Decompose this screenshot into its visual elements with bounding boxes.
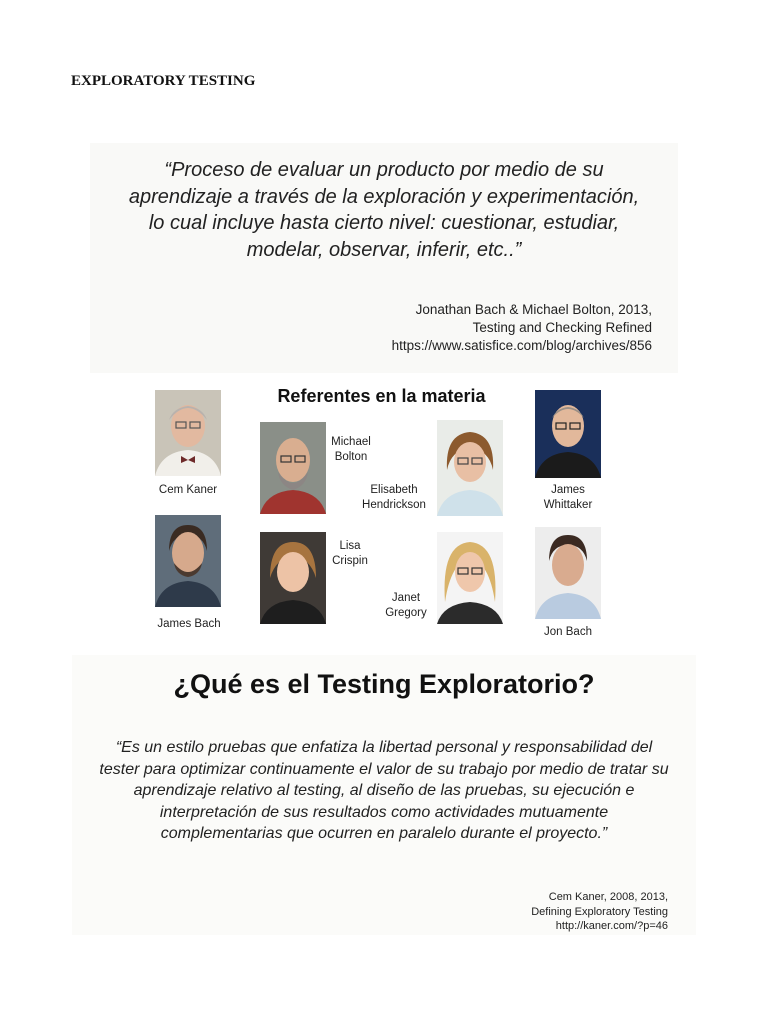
portrait-james-whittaker (535, 390, 601, 478)
portrait-cem-kaner (155, 390, 221, 476)
portrait-lisa-crispin (260, 532, 326, 624)
citation-line: http://kaner.com/?p=46 (555, 920, 668, 932)
quote-image-exploration-definition (90, 143, 678, 373)
name-james-whittaker (529, 483, 607, 513)
name-line: Bolton (334, 451, 368, 463)
name-line: Whittaker (543, 499, 593, 511)
portrait-james-bach (155, 515, 221, 607)
name-jon-bach: Jon Bach (544, 626, 592, 638)
definition-quote (72, 737, 696, 845)
quote-line: tester para optimizar continuamente el valor de su trabajo por medio de tratar su (99, 760, 669, 778)
quote-line: modelar, observar, inferir, etc..” (246, 238, 522, 261)
portrait-michael-bolton (260, 422, 326, 514)
portrait-elisabeth-hendrickson (437, 420, 503, 516)
quote-line: “Proceso de evaluar un producto por medio de su (164, 159, 604, 181)
portrait-jon-bach (535, 527, 601, 619)
name-line: Hendrickson (362, 499, 426, 511)
document-title: EXPLORATORY TESTING (71, 73, 256, 89)
name-lisa-crispin (325, 539, 375, 569)
name-elisabeth-hendrickson (358, 483, 430, 513)
portrait-janet-gregory (437, 532, 503, 624)
quote-citation (392, 301, 652, 355)
referents-title: Referentes en la materia (277, 386, 486, 406)
name-cem-kaner: Cem Kaner (158, 484, 218, 496)
name-michael-bolton (325, 435, 377, 465)
quote-line: aprendizaje relativo al testing, al diseño de las pruebas, su ejecución e (133, 782, 635, 799)
name-line: Elisabeth (370, 484, 418, 496)
referents-image (145, 377, 618, 642)
name-line: Lisa (339, 540, 361, 552)
citation-line: Cem Kaner, 2008, 2013, (548, 891, 668, 903)
citation-line: Defining Exploratory Testing (531, 905, 668, 918)
what-is-exploratory-testing-image (72, 655, 696, 935)
quote-line: aprendizaje a través de la exploración y experimentación, (128, 185, 640, 208)
quote-line: complementarias que ocurren en paralelo durante el proyecto.” (160, 825, 608, 842)
name-line: Gregory (385, 607, 427, 619)
citation-line: Testing and Checking Refined (472, 320, 652, 335)
quote-line: lo cual incluye hasta cierto nivel: cuestionar, estudiar, (148, 212, 620, 234)
quote-line: interpretación de sus resultados como actividades mutuamente (159, 803, 609, 821)
definition-citation (531, 890, 668, 934)
citation-line: https://www.satisfice.com/blog/archives/856 (391, 338, 652, 353)
name-line: James (551, 484, 585, 496)
section-heading: ¿Qué es el Testing Exploratorio? (173, 669, 595, 699)
quote-text (90, 157, 678, 263)
name-james-bach: James Bach (157, 618, 221, 630)
name-line: Michael (331, 436, 371, 448)
name-janet-gregory (377, 591, 435, 621)
name-line: Crispin (332, 555, 368, 567)
citation-line: Jonathan Bach & Michael Bolton, 2013, (415, 302, 652, 317)
name-line: Janet (391, 592, 421, 604)
quote-line: “Es un estilo pruebas que enfatiza la libertad personal y responsabilidad del (115, 739, 653, 756)
